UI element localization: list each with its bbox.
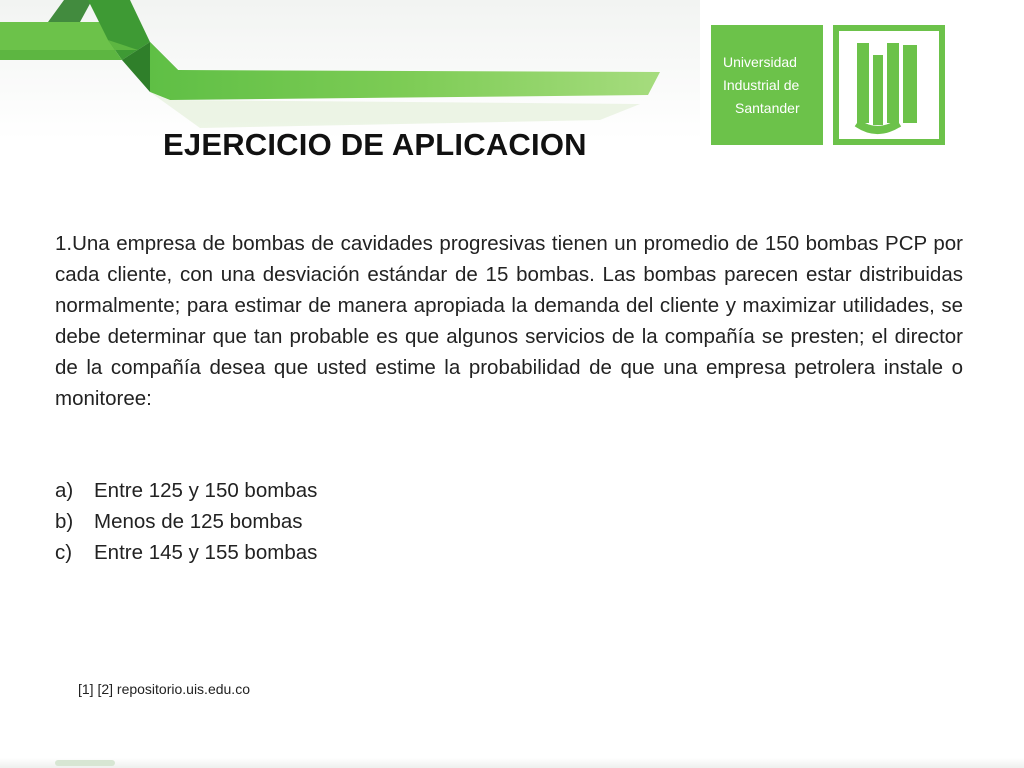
- option-text: Menos de 125 bombas: [94, 510, 303, 533]
- bottom-shade: [0, 758, 1024, 768]
- option-marker: c): [55, 541, 73, 564]
- citation: [1] [2] repositorio.uis.edu.co: [78, 681, 250, 697]
- option-text: Entre 125 y 150 bombas: [94, 479, 318, 502]
- exercise-paragraph: 1.Una empresa de bombas de cavidades progresivas tienen un promedio de 150 bombas PCP por cada cliente, con una desviación estándar de 15 bombas. Las bombas parecen estar distribuidas normalmente; para estimar de manera apropiada la demanda del cliente y maximizar utilidades, se debe determinar que tan probable es que algunos servicios de la compañía se presten; el director de la compañía desea que usted estime la probabilidad de que una empresa petrolera instale o monitoree:: [55, 232, 963, 410]
- option-item: [55, 506, 555, 537]
- option-marker: b): [55, 510, 74, 533]
- option-list: [55, 475, 555, 568]
- logo-line-1: Universidad: [723, 54, 797, 70]
- slide-title: EJERCICIO DE APLICACION: [163, 127, 587, 162]
- logo-line-2: Industrial de: [723, 77, 800, 93]
- option-marker: a): [55, 479, 74, 502]
- option-item: [55, 537, 555, 568]
- uis-logo: [705, 15, 950, 150]
- option-item: [55, 475, 555, 506]
- ribbon-decoration: [0, 0, 700, 140]
- logo-line-3: Santander: [735, 100, 800, 116]
- bottom-decoration: [55, 760, 115, 766]
- option-text: Entre 145 y 155 bombas: [94, 541, 318, 564]
